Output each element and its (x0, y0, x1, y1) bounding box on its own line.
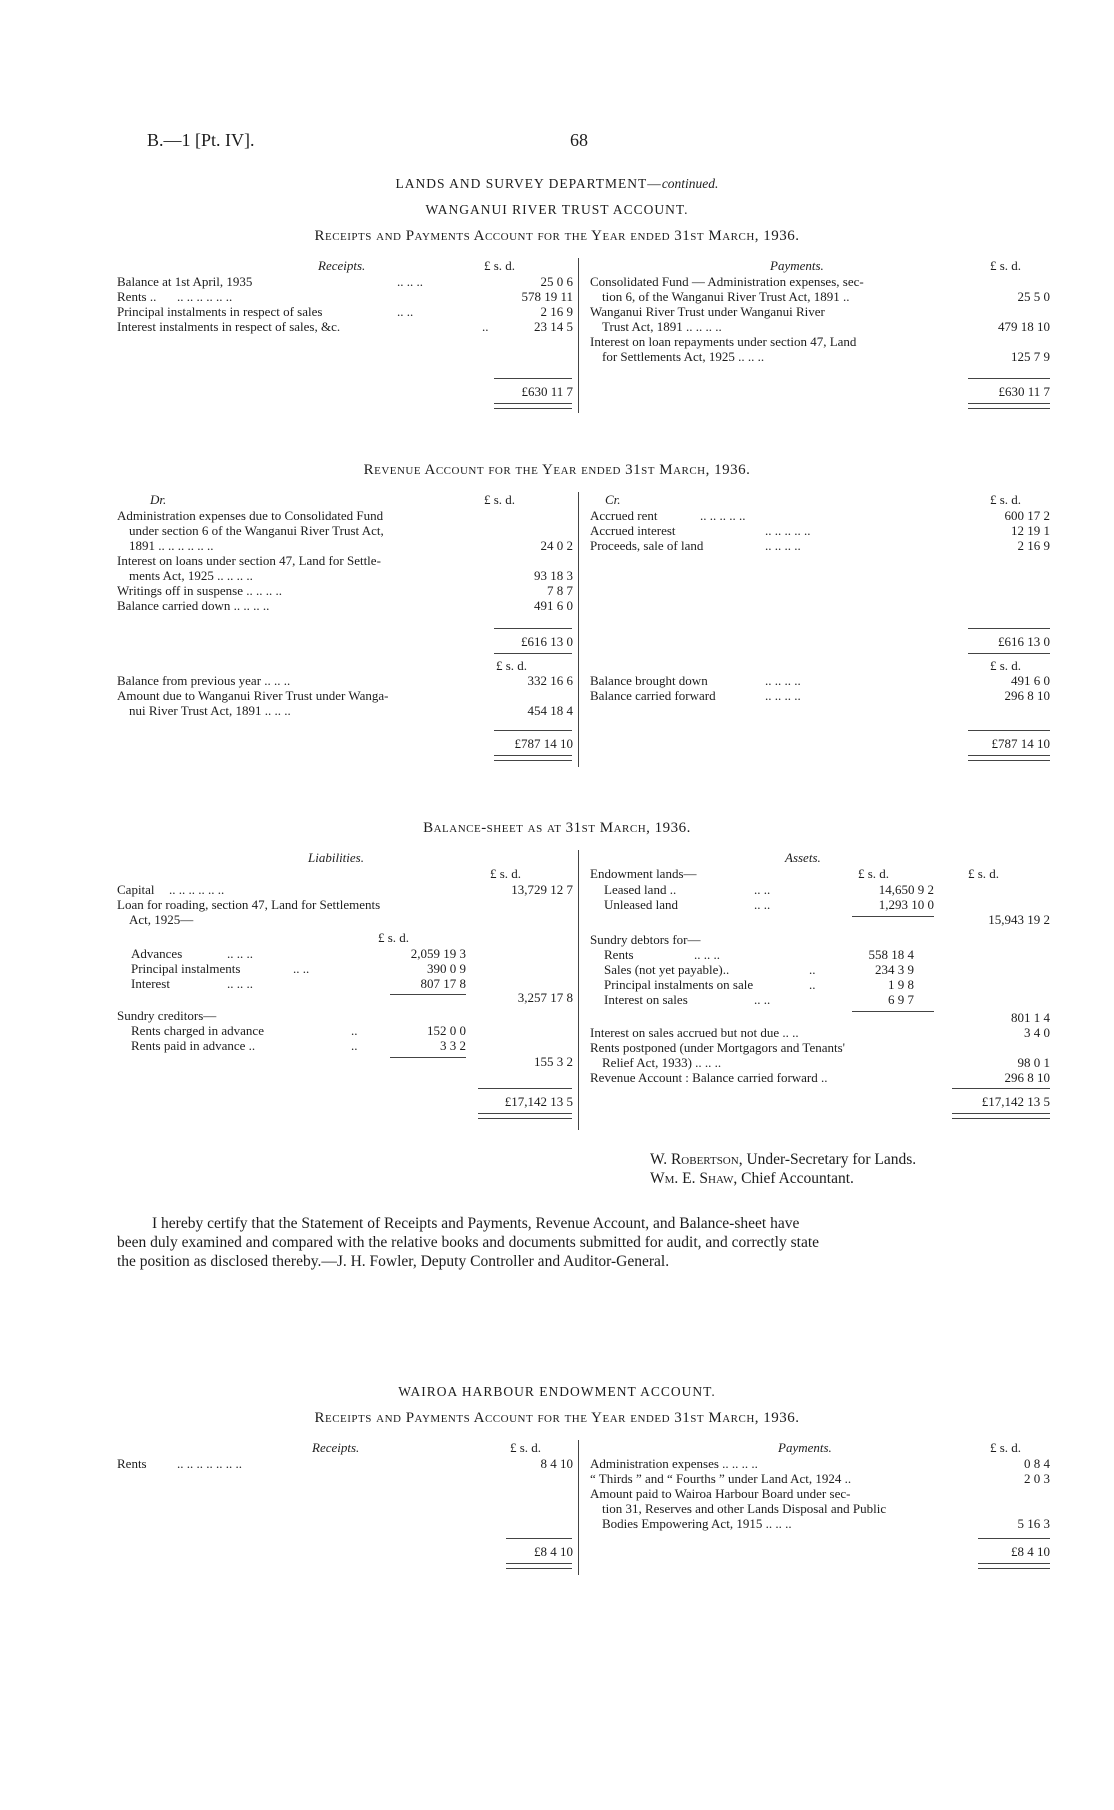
leader-dots: .. .. .. .. (765, 688, 801, 703)
dr-list (117, 508, 577, 613)
list-item (590, 1070, 1050, 1085)
receipts-heading: Receipts. (318, 258, 366, 273)
item-label: Interest on sales accrued but not due .. .. (590, 1025, 799, 1040)
item-label: Accrued rent (590, 508, 658, 523)
item-amount: 24 0 2 (540, 538, 573, 553)
item-amount: 234 3 9 (875, 962, 914, 977)
leader-dots: .. .. .. .. .. .. .. (177, 1456, 242, 1471)
dr-total: £616 13 0 (521, 634, 573, 649)
list-item (117, 304, 577, 319)
item-label: Sales (not yet payable).. (604, 962, 730, 977)
item-label: “ Thirds ” and “ Fourths ” under Land Act, 1924 .. (590, 1471, 852, 1486)
item-label: Balance carried down .. .. .. .. (117, 598, 270, 613)
signature-robertson (650, 1150, 916, 1169)
item-amount: 25 0 6 (540, 274, 573, 289)
item-amount: 7 8 7 (547, 583, 573, 598)
dr2-money-heading: £ s. d. (496, 658, 528, 673)
item-amount: 25 5 0 (1017, 289, 1050, 304)
department-title-main: LANDS AND SURVEY DEPARTMENT— (395, 176, 662, 191)
item-label: Principal instalments in respect of sales (117, 304, 323, 319)
list-item (131, 976, 466, 991)
payments-total: £630 11 7 (998, 384, 1050, 399)
item-label-cont: Relief Act, 1933) .. .. .. (602, 1055, 722, 1070)
item-amount: 578 19 11 (521, 289, 573, 304)
item-label: Amount paid to Wairoa Harbour Board under sec- (590, 1486, 851, 1501)
item-amount: 3 3 2 (440, 1038, 466, 1053)
item-label: Administration expenses due to Consolidated Fund (117, 508, 384, 523)
list-item (604, 977, 914, 992)
wairoa-receipts-heading: Receipts. (312, 1440, 360, 1455)
item-label-cont: tion 31, Reserves and other Lands Disposal and Public (602, 1501, 887, 1516)
item-label-cont: Trust Act, 1891 .. .. .. .. (602, 319, 722, 334)
item-label: Administration expenses .. .. .. .. (590, 1456, 758, 1471)
list-item (131, 961, 466, 976)
liabilities-heading: Liabilities. (308, 850, 364, 865)
payments-heading: Payments. (770, 258, 824, 273)
list-item (604, 882, 934, 897)
item-label: Revenue Account : Balance carried forward .. (590, 1070, 828, 1085)
list-item (117, 508, 577, 553)
leader-dots: .. (809, 977, 816, 992)
item-amount: 12 19 1 (1011, 523, 1050, 538)
wairoa-receipts-money-heading: £ s. d. (510, 1440, 542, 1455)
leader-dots: .. .. .. (694, 947, 720, 962)
page-number: 68 (570, 130, 588, 150)
list-item (117, 688, 577, 718)
item-label: Balance brought down (590, 673, 708, 688)
leader-dots: .. .. .. (227, 976, 253, 991)
leader-dots: .. .. (293, 961, 310, 976)
receipts-money-heading: £ s. d. (484, 258, 516, 273)
item-label: Interest (131, 976, 170, 991)
item-label: Interest instalments in respect of sales, &c. (117, 319, 341, 334)
list-item (117, 274, 577, 289)
wanganui-rp-title: Receipts and Payments Account for the Year ended 31st March, 1936. (314, 228, 800, 244)
loan-total: 3,257 17 8 (517, 990, 573, 1005)
leader-dots: .. .. .. (227, 946, 253, 961)
list-item (117, 583, 577, 598)
certificate-line: I hereby certify that the Statement of Receipts and Payments, Revenue Account, and Balance-sheet have (152, 1215, 800, 1232)
list-item (117, 289, 577, 304)
leader-dots: .. .. .. .. .. (700, 508, 746, 523)
item-label: Writings off in suspense .. .. .. .. (117, 583, 282, 598)
item-amount: 3 4 0 (1024, 1025, 1050, 1040)
item-amount: 6 9 7 (888, 992, 914, 1007)
wairoa-receipts-list (117, 1456, 577, 1471)
item-label: Rents (117, 1456, 147, 1471)
item-label: Balance carried forward (590, 688, 716, 703)
leader-dots: .. (809, 962, 816, 977)
creditors-total: 155 3 2 (534, 1054, 573, 1069)
item-amount: 2 16 9 (1017, 538, 1050, 553)
liabilities-money-heading: £ s. d. (490, 866, 522, 881)
item-amount: 558 18 4 (868, 947, 914, 962)
department-title-continued: continued. (661, 176, 719, 191)
list-item (131, 1023, 466, 1038)
debtors-items (604, 947, 914, 1007)
list-item (590, 1456, 1050, 1471)
item-amount: 600 17 2 (1004, 508, 1050, 523)
item-label-cont: for Settlements Act, 1925 .. .. .. (602, 349, 765, 364)
item-label: Interest on loans under section 47, Land for Settle- (117, 553, 381, 568)
item-label: Advances (131, 946, 183, 961)
item-label: Rents (604, 947, 634, 962)
dr-heading: Dr. (150, 492, 167, 507)
signatory-name: W. Robertson (650, 1151, 739, 1168)
item-label-cont: ments Act, 1925 .. .. .. .. (129, 568, 253, 583)
item-label: Accrued interest (590, 523, 676, 538)
item-label: Balance from previous year .. .. .. (117, 673, 291, 688)
list-item (590, 334, 1050, 364)
payments-money-heading: £ s. d. (990, 258, 1022, 273)
item-label: Wanganui River Trust under Wanganui River (590, 304, 825, 319)
item-label: Leased land .. (604, 882, 677, 897)
leader-dots: .. .. (754, 882, 771, 897)
list-item (604, 897, 934, 912)
payments-list (590, 274, 1050, 364)
leader-dots: .. (351, 1038, 358, 1053)
liabilities-total: £17,142 13 5 (504, 1094, 573, 1109)
wairoa-payments-money-heading: £ s. d. (990, 1440, 1022, 1455)
endowment-total: 15,943 19 2 (988, 912, 1050, 927)
leader-dots: .. .. .. .. (765, 673, 801, 688)
debtors-total: 801 1 4 (1011, 1010, 1050, 1025)
assets-sub-money-heading: £ s. d. (858, 866, 890, 881)
item-label: Rents charged in advance (131, 1023, 264, 1038)
leader-dots: .. .. (754, 992, 771, 1007)
revenue-account-title: Revenue Account for the Year ended 31st March, 1936. (363, 462, 751, 478)
wairoa-payments-heading: Payments. (778, 1440, 832, 1455)
department-title (0, 176, 1114, 192)
dr2-total: £787 14 10 (514, 736, 573, 751)
assets-money-heading: £ s. d. (968, 866, 1000, 881)
list-item (117, 1456, 577, 1471)
cr-heading: Cr. (605, 492, 621, 507)
endowment-items (604, 882, 934, 912)
endowment-label: Endowment lands— (590, 866, 697, 881)
list-item (590, 688, 1050, 703)
item-amount: 454 18 4 (527, 703, 573, 718)
loan-label-line: Act, 1925— (129, 912, 194, 927)
item-label: Rents .. (117, 289, 157, 304)
item-label: Unleased land (604, 897, 679, 912)
receipts-list (117, 274, 577, 334)
item-amount: 8 4 10 (540, 1456, 573, 1471)
loan-label-line: Loan for roading, section 47, Land for Settlements (117, 897, 381, 912)
capital-row (117, 882, 577, 897)
item-label: Interest on sales (604, 992, 688, 1007)
item-amount: 0 8 4 (1024, 1456, 1050, 1471)
certificate-line: the position as disclosed thereby.—J. H. Fowler, Deputy Controller and Auditor-General. (117, 1253, 670, 1270)
item-amount: 332 16 6 (527, 673, 573, 688)
item-label-cont: Bodies Empowering Act, 1915 .. .. .. (602, 1516, 792, 1531)
page-reference: B.—1 [Pt. IV]. (147, 130, 255, 150)
list-item (117, 319, 577, 334)
cr2-money-heading: £ s. d. (990, 658, 1022, 673)
item-amount: 2 0 3 (1024, 1471, 1050, 1486)
item-amount: 491 6 0 (1011, 673, 1050, 688)
receipts-total: £630 11 7 (521, 384, 573, 399)
item-amount: 152 0 0 (427, 1023, 466, 1038)
item-label: Principal instalments (131, 961, 241, 976)
creditors-items (131, 1023, 466, 1053)
wairoa-rp-title: Receipts and Payments Account for the Year ended 31st March, 1936. (314, 1410, 800, 1426)
item-label: Proceeds, sale of land (590, 538, 704, 553)
signatory-role: , Chief Accountant. (733, 1170, 854, 1187)
item-label: Interest on loan repayments under section 47, Land (590, 334, 857, 349)
leader-dots: .. (351, 1023, 358, 1038)
list-item (590, 673, 1050, 688)
list-item (117, 673, 577, 688)
list-item (604, 962, 914, 977)
cr-total: £616 13 0 (998, 634, 1050, 649)
signature-shaw (650, 1169, 854, 1188)
leader-dots: .. .. .. .. .. .. (177, 289, 233, 304)
leader-dots: .. .. .. (397, 274, 423, 289)
list-item (590, 538, 1050, 553)
item-amount: 98 0 1 (1017, 1055, 1050, 1070)
wairoa-payments-list (590, 1456, 1050, 1531)
dr2-list (117, 673, 577, 718)
item-label: Capital (117, 882, 155, 897)
leader-dots: .. (482, 319, 489, 334)
item-amount: 807 17 8 (420, 976, 466, 991)
item-amount: 2 16 9 (540, 304, 573, 319)
assets-heading: Assets. (785, 850, 821, 865)
list-item (131, 946, 466, 961)
item-amount: 1,293 10 0 (878, 897, 934, 912)
list-item (590, 1025, 1050, 1040)
list-item (590, 508, 1050, 523)
item-label: Amount due to Wanganui River Trust under Wanga- (117, 688, 389, 703)
item-label-cont: under section 6 of the Wanganui River Trust Act, (129, 523, 384, 538)
list-item (590, 304, 1050, 334)
cr-money-heading: £ s. d. (990, 492, 1022, 507)
item-amount: 13,729 12 7 (511, 882, 573, 897)
signatory-role: , Under-Secretary for Lands. (738, 1151, 917, 1168)
leader-dots: .. .. .. .. .. (765, 523, 811, 538)
list-item (590, 523, 1050, 538)
item-amount: 491 6 0 (534, 598, 573, 613)
item-amount: 296 8 10 (1004, 1070, 1050, 1085)
leader-dots: .. .. (397, 304, 414, 319)
item-amount: 2,059 19 3 (410, 946, 466, 961)
item-label: Rents paid in advance .. (131, 1038, 256, 1053)
wairoa-receipts-total: £8 4 10 (534, 1544, 573, 1559)
list-item (117, 553, 577, 583)
leader-dots: .. .. .. .. .. .. (169, 882, 225, 897)
item-amount: 93 18 3 (534, 568, 573, 583)
list-item (590, 1040, 1050, 1070)
dr-money-heading: £ s. d. (484, 492, 516, 507)
item-label-cont: nui River Trust Act, 1891 .. .. .. (129, 703, 291, 718)
signatory-name: Wm. E. Shaw (650, 1170, 734, 1187)
list-item (117, 598, 577, 613)
item-amount: 390 0 9 (427, 961, 466, 976)
item-amount: 23 14 5 (534, 319, 573, 334)
item-amount: 479 18 10 (998, 319, 1050, 334)
item-label: Balance at 1st April, 1935 (117, 274, 253, 289)
list-item (131, 1038, 466, 1053)
item-label: Consolidated Fund — Administration expenses, sec- (590, 274, 864, 289)
item-amount: 5 16 3 (1017, 1516, 1050, 1531)
debtors-label: Sundry debtors for— (590, 932, 701, 947)
item-amount: 296 8 10 (1004, 688, 1050, 703)
cr2-total: £787 14 10 (991, 736, 1050, 751)
item-label: Rents postponed (under Mortgagors and Tenants' (590, 1040, 846, 1055)
list-item (604, 992, 914, 1007)
loan-money-heading: £ s. d. (378, 930, 410, 945)
list-item (590, 274, 1050, 304)
list-item (590, 1471, 1050, 1486)
creditors-label: Sundry creditors— (117, 1008, 217, 1023)
certificate-line: been duly examined and compared with the relative books and documents submitted for audit, and correctly state (117, 1234, 820, 1251)
item-label: Principal instalments on sale (604, 977, 754, 992)
item-label-cont: tion 6, of the Wanganui River Trust Act, 1891 .. (602, 289, 850, 304)
leader-dots: .. .. (754, 897, 771, 912)
item-amount: 125 7 9 (1011, 349, 1050, 364)
loan-label (117, 897, 380, 927)
list-item (604, 947, 914, 962)
loan-items (131, 946, 466, 991)
wairoa-payments-total: £8 4 10 (1011, 1544, 1050, 1559)
cr-list (590, 508, 1050, 553)
item-amount: 1 9 8 (888, 977, 914, 992)
item-label-cont: 1891 .. .. .. .. .. .. (129, 538, 214, 553)
assets-total: £17,142 13 5 (981, 1094, 1050, 1109)
leader-dots: .. .. .. .. (765, 538, 801, 553)
list-item (590, 1486, 1050, 1531)
other-assets-list (590, 1025, 1050, 1085)
wanganui-account-title: WANGANUI RIVER TRUST ACCOUNT. (425, 202, 689, 217)
balance-sheet-title: Balance-sheet as at 31st March, 1936. (423, 820, 691, 836)
item-amount: 14,650 9 2 (878, 882, 934, 897)
wairoa-account-title: WAIROA HARBOUR ENDOWMENT ACCOUNT. (398, 1384, 716, 1399)
cr2-list (590, 673, 1050, 703)
